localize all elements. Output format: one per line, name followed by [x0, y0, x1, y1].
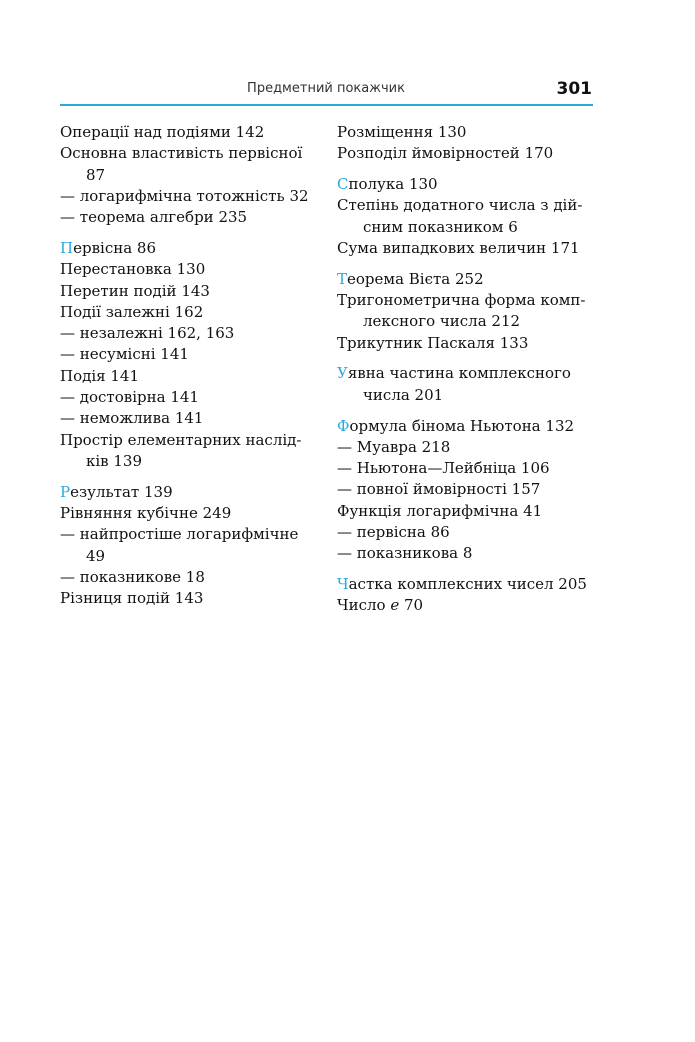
index-column-right — [337, 122, 599, 626]
entry-text: Події залежні 162 — [60, 302, 204, 321]
entry-text: еорема Вієта 252 — [347, 269, 484, 288]
index-entry-line — [60, 408, 322, 429]
entry-text: Функція логарифмічна 41 — [337, 501, 543, 520]
index-entry-line — [60, 323, 322, 344]
index-entry-continuation — [337, 385, 599, 406]
entry-text: числа 201 — [363, 385, 444, 404]
index-entry-line — [60, 207, 322, 228]
index-entry-line — [60, 482, 322, 503]
index-entry — [337, 543, 599, 564]
index-entry — [60, 430, 322, 473]
index-entry — [60, 186, 322, 207]
entry-text: — достовірна 141 — [60, 388, 199, 407]
index-entry-line — [60, 387, 322, 408]
index-entry-line — [60, 259, 322, 280]
index-entry-line — [337, 437, 599, 458]
index-entry — [60, 588, 322, 609]
index-entry-line — [60, 186, 322, 207]
index-entry-continuation — [60, 546, 322, 567]
index-entry — [60, 524, 322, 567]
entry-text: явна частина комплексного — [347, 364, 571, 383]
entry-text: астка комплексних чисел 205 — [348, 575, 587, 594]
index-entry-line — [337, 269, 599, 290]
entry-text: Операції над подіями 142 — [60, 123, 265, 141]
entry-text: 70 — [399, 596, 424, 615]
index-letter-group — [60, 482, 322, 610]
index-entry-line — [337, 543, 599, 564]
index-entry-line — [337, 143, 599, 164]
index-entry-line — [60, 122, 322, 143]
entry-text: Число — [337, 596, 391, 615]
entry-text: Трикутник Паскаля 133 — [337, 333, 529, 352]
index-entry — [337, 290, 599, 333]
section-initial-letter: Т — [337, 269, 348, 288]
entry-text: — Муавра 218 — [337, 437, 451, 456]
italic-symbol: e — [390, 596, 400, 615]
section-initial-letter: С — [337, 175, 349, 194]
index-entry-line — [60, 524, 322, 545]
index-letter-group — [337, 174, 599, 259]
entry-text: Рівняння кубічне 249 — [60, 504, 232, 523]
index-entry — [337, 143, 599, 164]
index-entry — [60, 366, 322, 387]
index-entry — [337, 238, 599, 259]
entry-text: — незалежні 162, 163 — [60, 324, 235, 343]
entry-text: Основна властивість первісної — [60, 144, 303, 163]
index-entry — [337, 522, 599, 543]
entry-text: Степінь додатного числа з дій- — [337, 196, 583, 215]
index-entry — [337, 595, 599, 616]
entry-text: — несумісні 141 — [60, 345, 189, 364]
index-entry — [337, 174, 599, 195]
entry-text: — первісна 86 — [337, 523, 450, 542]
index-entry — [60, 238, 322, 259]
index-entry-continuation — [337, 311, 599, 332]
index-entry — [60, 387, 322, 408]
section-initial-letter: Ч — [337, 575, 349, 594]
index-entry-line — [60, 366, 322, 387]
index-entry — [60, 408, 322, 429]
entry-text: Перетин подій 143 — [60, 281, 210, 300]
index-entry — [337, 416, 599, 437]
entry-text: — показникове 18 — [60, 567, 205, 586]
entry-text: — повної ймовірності 157 — [337, 480, 541, 499]
entry-text: — неможлива 141 — [60, 409, 204, 428]
index-letter-group — [337, 269, 599, 354]
index-entry — [60, 503, 322, 524]
entry-text: лексного числа 212 — [363, 312, 521, 331]
index-entry-line — [337, 595, 599, 616]
index-entry — [337, 195, 599, 238]
index-letter-group — [60, 238, 322, 472]
index-entry-line — [337, 501, 599, 522]
index-entry — [60, 259, 322, 280]
index-entry — [60, 323, 322, 344]
index-entry — [337, 501, 599, 522]
index-letter-group — [337, 416, 599, 565]
index-entry — [60, 207, 322, 228]
index-entry-line — [337, 363, 599, 384]
index-entry-line — [337, 333, 599, 354]
entry-text: — Ньютона—Лейбніца 106 — [337, 459, 550, 478]
index-entry — [60, 122, 322, 143]
index-column-left — [60, 122, 322, 619]
entry-text: 49 — [86, 546, 106, 565]
index-letter-group — [337, 363, 599, 406]
index-entry-continuation — [60, 165, 322, 186]
index-entry-continuation — [337, 217, 599, 238]
section-initial-letter: Ф — [337, 416, 350, 435]
index-letter-group — [337, 574, 599, 617]
index-entry — [60, 344, 322, 365]
entry-text: Різниця подій 143 — [60, 589, 204, 608]
index-entry-line — [60, 503, 322, 524]
index-entry — [60, 302, 322, 323]
index-entry-line — [337, 238, 599, 259]
index-entry-line — [60, 588, 322, 609]
index-letter-group — [60, 122, 322, 228]
entry-text: полука 130 — [348, 175, 438, 194]
index-entry — [60, 281, 322, 302]
index-entry — [60, 482, 322, 503]
index-entry — [60, 567, 322, 588]
page-number: 301 — [556, 79, 592, 99]
entry-text: Простір елементарних наслід- — [60, 430, 302, 449]
section-initial-letter: У — [337, 364, 348, 383]
entry-text: Сума випадкових величин 171 — [337, 238, 580, 257]
index-entry-line — [337, 122, 599, 143]
entry-text: 87 — [86, 165, 106, 184]
index-entry-line — [337, 574, 599, 595]
index-entry-line — [337, 479, 599, 500]
index-entry — [337, 122, 599, 143]
index-entry — [60, 143, 322, 186]
index-entry — [337, 479, 599, 500]
entry-text: Розміщення 130 — [337, 123, 467, 141]
header-divider — [60, 104, 593, 106]
index-entry-line — [337, 458, 599, 479]
entry-text: ормула бінома Ньютона 132 — [349, 416, 575, 435]
entry-text: Розподіл ймовірностей 170 — [337, 144, 554, 163]
index-entry-line — [337, 522, 599, 543]
index-entry-line — [60, 302, 322, 323]
entry-text: — показникова 8 — [337, 544, 473, 563]
entry-text: Подія 141 — [60, 366, 140, 385]
index-entry-line — [60, 281, 322, 302]
index-letter-group — [337, 122, 599, 165]
running-header-title: Предметний покажчик — [247, 81, 405, 96]
entry-text: езультат 139 — [70, 482, 173, 501]
index-entry-line — [337, 416, 599, 437]
section-initial-letter: П — [60, 238, 74, 257]
index-entry-line — [60, 567, 322, 588]
entry-text: ків 139 — [86, 451, 143, 470]
index-entry — [337, 458, 599, 479]
index-entry-line — [60, 344, 322, 365]
index-entry — [337, 333, 599, 354]
index-entry — [337, 363, 599, 406]
entry-text: — теорема алгебри 235 — [60, 208, 248, 227]
section-initial-letter: Р — [60, 482, 71, 501]
index-entry-line — [60, 430, 322, 451]
index-entry-line — [60, 238, 322, 259]
entry-text: ервісна 86 — [73, 238, 157, 257]
index-entry — [337, 437, 599, 458]
index-entry-continuation — [60, 451, 322, 472]
entry-text: сним показником 6 — [363, 217, 518, 236]
index-entry-line — [337, 174, 599, 195]
entry-text: — логарифмічна тотожність 32 — [60, 186, 309, 205]
entry-text: — найпростіше логарифмічне — [60, 525, 299, 544]
index-entry-line — [337, 195, 599, 216]
entry-text: Перестановка 130 — [60, 260, 206, 279]
index-entry-line — [60, 143, 322, 164]
entry-text: Тригонометрична форма комп- — [337, 291, 586, 310]
index-entry — [337, 574, 599, 595]
index-entry — [337, 269, 599, 290]
index-entry-line — [337, 290, 599, 311]
